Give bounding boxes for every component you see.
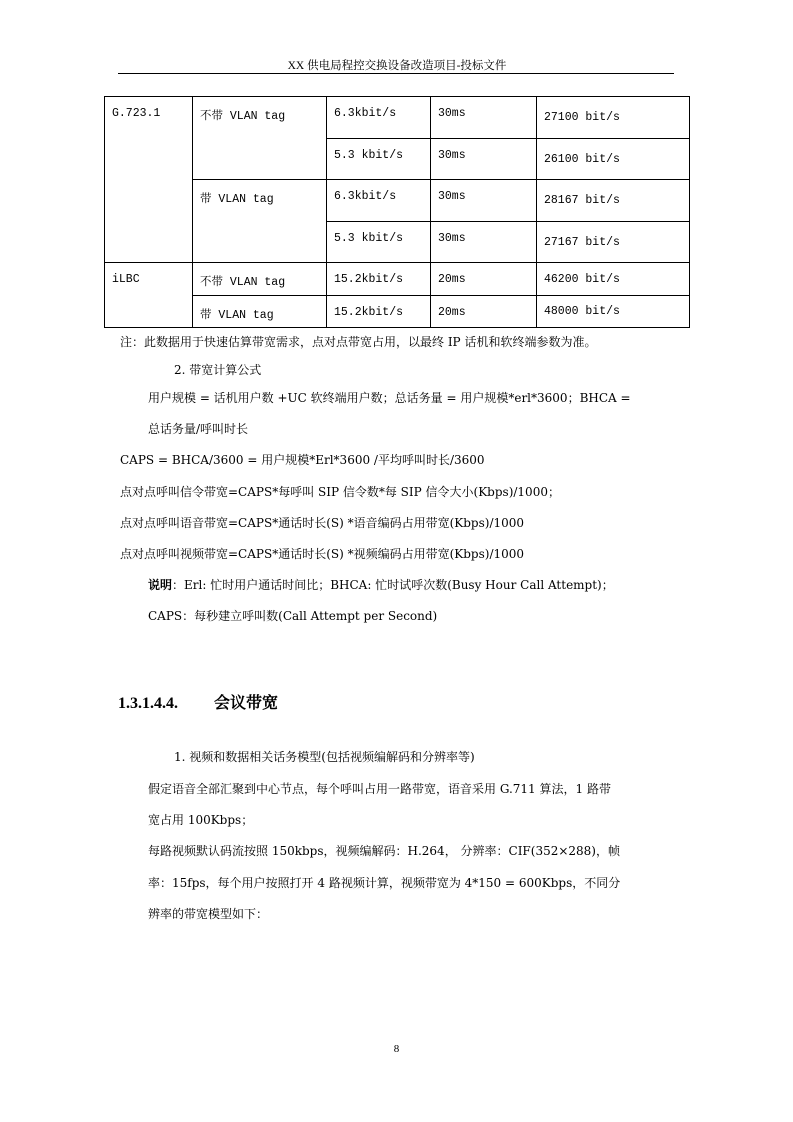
- table-note: 注：此数据用于快速估算带宽需求，点对点带宽占用，以最终 IP 话机和软终端参数为准。: [120, 335, 597, 349]
- codec-bandwidth-table: [104, 96, 690, 328]
- interval-cell: 20ms: [431, 263, 537, 296]
- section-heading: [118, 690, 278, 713]
- rate-cell: 5.3 kbit/s: [327, 139, 431, 180]
- formula-caps: CAPS = BHCA/3600 = 用户规模*Erl*3600 /平均呼叫时长/3600: [120, 453, 485, 467]
- page-number: 8: [393, 1043, 400, 1055]
- formula-user-scale: 用户规模 = 话机用户数 +UC 软终端用户数；总话务量 = 用户规模*erl*3600；BHCA =: [148, 391, 631, 405]
- formula-user-scale-cont: 总话务量/呼叫时长: [148, 422, 249, 436]
- paragraph-video-line1: 每路视频默认码流按照 150kbps，视频编解码：H.264， 分辨率：CIF(352×288)，帧: [148, 844, 620, 858]
- interval-cell: 30ms: [431, 139, 537, 180]
- bandwidth-cell: 27167 bit/s: [537, 222, 690, 263]
- section-number: 1.3.1.4.4.: [118, 695, 178, 712]
- rate-cell: 15.2kbit/s: [327, 296, 431, 328]
- explanation-label: 说明: [148, 578, 173, 592]
- bandwidth-cell: 27100 bit/s: [537, 97, 690, 139]
- bandwidth-cell: 48000 bit/s: [537, 296, 690, 328]
- table-row: [105, 296, 690, 328]
- paragraph-video-line3: 辨率的带宽模型如下：: [148, 907, 269, 921]
- rate-cell: 6.3kbit/s: [327, 97, 431, 139]
- interval-cell: 20ms: [431, 296, 537, 328]
- table-row: [105, 263, 690, 296]
- explanation-text: ：Erl: 忙时用户通话时间比；BHCA: 忙时试呼次数(Busy Hour Call Attempt)；: [172, 578, 614, 592]
- formula-signal-bandwidth: 点对点呼叫信令带宽=CAPS*每呼叫 SIP 信令数*每 SIP 信令大小(Kbps)/1000；: [120, 485, 560, 499]
- vlan-cell: 不带 VLAN tag: [193, 263, 327, 296]
- rate-cell: 15.2kbit/s: [327, 263, 431, 296]
- table-row: [105, 180, 690, 222]
- explanation-line: [148, 576, 614, 593]
- vlan-cell: 不带 VLAN tag: [193, 97, 327, 180]
- paragraph-voice-line1: 假定语音全部汇聚到中心节点，每个呼叫占用一路带宽，语音采用 G.711 算法，1 路带: [148, 782, 611, 796]
- section-2-heading: 2. 带宽计算公式: [174, 363, 262, 377]
- table-row: [105, 97, 690, 139]
- vlan-cell: 带 VLAN tag: [193, 180, 327, 263]
- interval-cell: 30ms: [431, 97, 537, 139]
- codec-cell: iLBC: [105, 263, 193, 328]
- formula-voice-bandwidth: 点对点呼叫语音带宽=CAPS*通话时长(S) *语音编码占用带宽(Kbps)/1000: [120, 516, 525, 530]
- interval-cell: 30ms: [431, 180, 537, 222]
- paragraph-voice-line2: 宽占用 100Kbps；: [148, 813, 254, 827]
- rate-cell: 5.3 kbit/s: [327, 222, 431, 263]
- bandwidth-cell: 26100 bit/s: [537, 139, 690, 180]
- page-header-title: XX 供电局程控交换设备改造项目-投标文件: [287, 60, 507, 72]
- explanation-caps: CAPS：每秒建立呼叫数(Call Attempt per Second): [148, 609, 438, 623]
- formula-video-bandwidth: 点对点呼叫视频带宽=CAPS*通话时长(S) *视频编码占用带宽(Kbps)/1000: [120, 547, 525, 561]
- interval-cell: 30ms: [431, 222, 537, 263]
- bandwidth-cell: 28167 bit/s: [537, 180, 690, 222]
- codec-cell: G.723.1: [105, 97, 193, 263]
- paragraph-video-line2: 率：15fps，每个用户按照打开 4 路视频计算，视频带宽为 4*150 = 600Kbps，不同分: [148, 876, 621, 890]
- section-title: 会议带宽: [214, 693, 279, 712]
- list-item-1: 1. 视频和数据相关话务模型(包括视频编解码和分辨率等): [174, 750, 475, 764]
- bandwidth-cell: 46200 bit/s: [537, 263, 690, 296]
- vlan-cell: 带 VLAN tag: [193, 296, 327, 328]
- rate-cell: 6.3kbit/s: [327, 180, 431, 222]
- header-divider: [118, 73, 674, 74]
